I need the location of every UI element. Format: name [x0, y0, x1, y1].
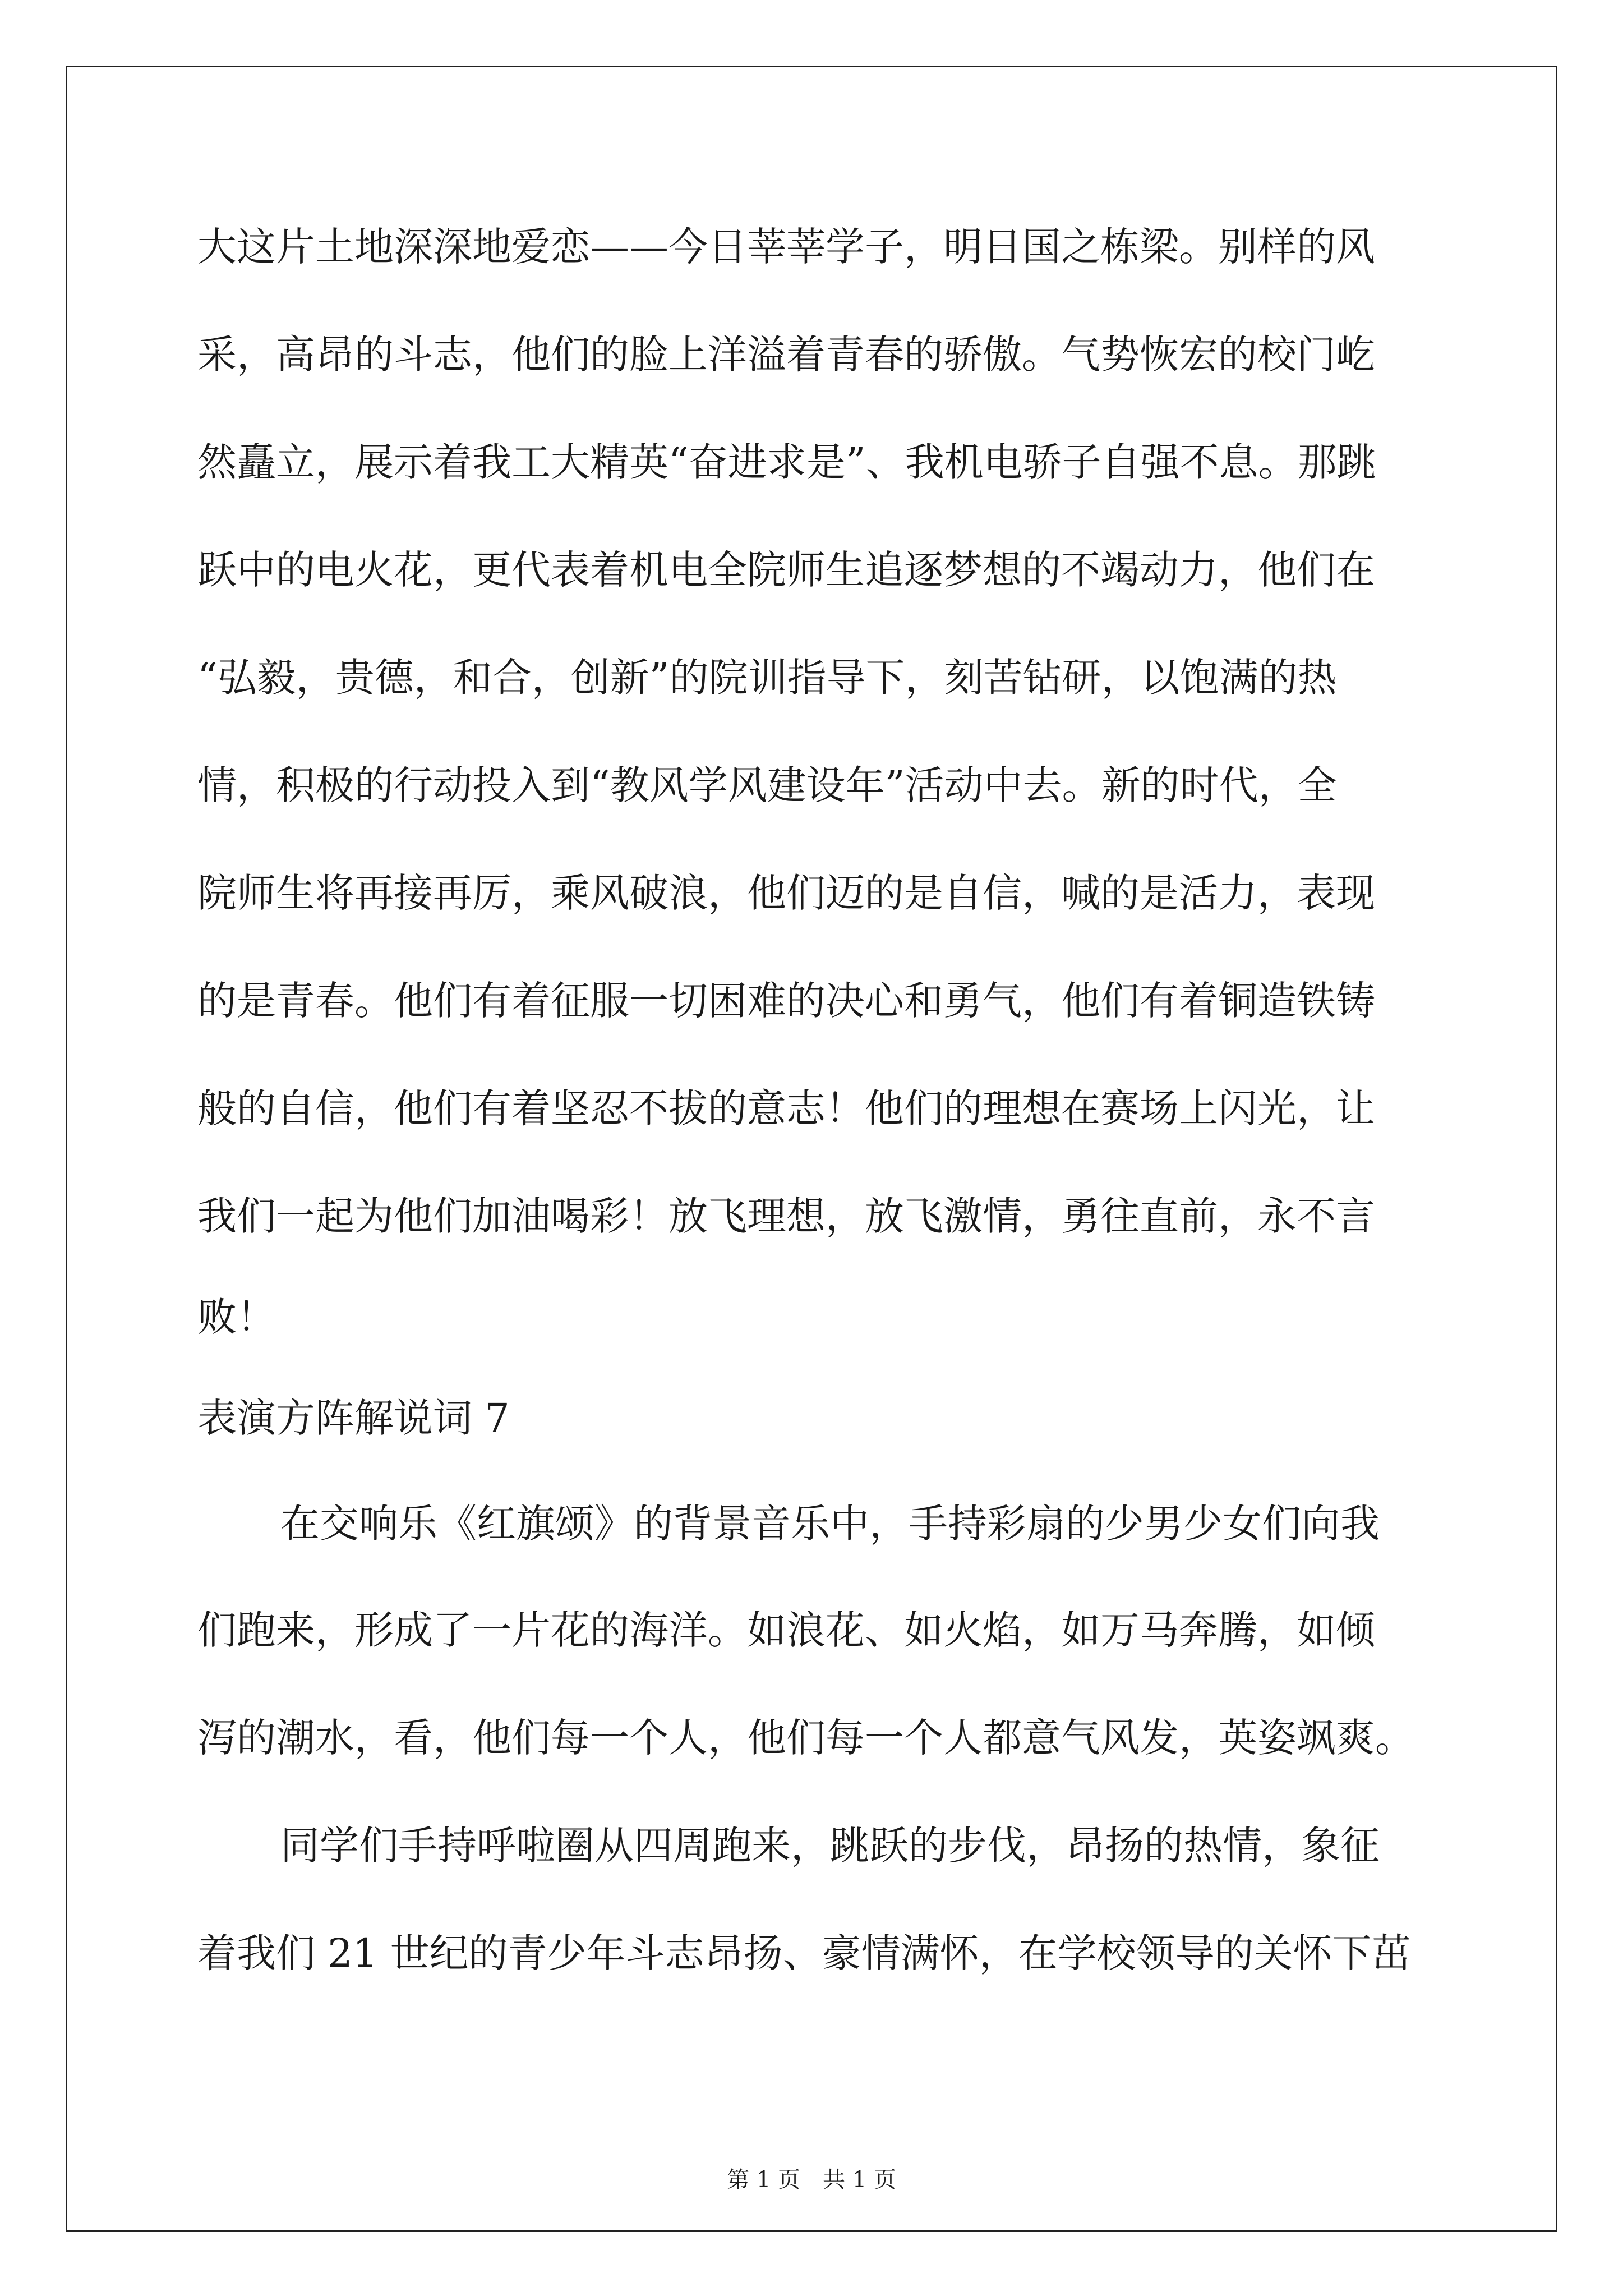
- text-line: 般的自信，他们有着坚忍不拔的意志！他们的理想在赛场上闪光，让: [197, 1085, 1375, 1131]
- text-line: 败！: [197, 1294, 276, 1340]
- text-line: 的是青春。他们有着征服一切困难的决心和勇气，他们有着铜造铁铸: [197, 978, 1375, 1024]
- text-line: 大这片土地深深地爱恋——今日莘莘学子，明日国之栋梁。别样的风: [197, 224, 1375, 270]
- text-line: 院师生将再接再厉，乘风破浪，他们迈的是自信，喊的是活力，表现: [197, 870, 1375, 916]
- text-line: 着我们 21 世纪的青少年斗志昂扬、豪情满怀，在学校领导的关怀下茁: [197, 1930, 1411, 1976]
- text-line: “弘毅，贵德，和合，创新”的院训指导下，刻苦钻研，以饱满的热: [197, 655, 1337, 701]
- text-line: 情，积极的行动投入到“教风学风建设年”活动中去。新的时代，全: [197, 762, 1337, 808]
- section-heading: 表演方阵解说词 7: [197, 1395, 510, 1441]
- page-number: 第 1 页 共 1 页: [727, 2167, 896, 2193]
- text-line: 们跑来，形成了一片花的海洋。如浪花、如火焰，如万马奔腾，如倾: [197, 1607, 1375, 1653]
- text-line: 采，高昂的斗志，他们的脸上洋溢着青春的骄傲。气势恢宏的校门屹: [197, 332, 1375, 378]
- text-line: 跃中的电火花，更代表着机电全院师生追逐梦想的不竭动力，他们在: [197, 547, 1375, 593]
- page-border: [66, 66, 1557, 2232]
- text-line: 然矗立，展示着我工大精英“奋进求是”、我机电骄子自强不息。那跳: [197, 439, 1376, 485]
- text-line: 我们一起为他们加油喝彩！放飞理想，放飞激情，勇往直前，永不言: [197, 1193, 1375, 1239]
- text-line: 同学们手持呼啦圈从四周跑来，跳跃的步伐，昂扬的热情，象征: [280, 1823, 1380, 1869]
- text-line: 在交响乐《红旗颂》的背景音乐中，手持彩扇的少男少女们向我: [280, 1501, 1380, 1547]
- text-line: 泻的潮水，看，他们每一个人，他们每一个人都意气风发，英姿飒爽。: [197, 1715, 1414, 1761]
